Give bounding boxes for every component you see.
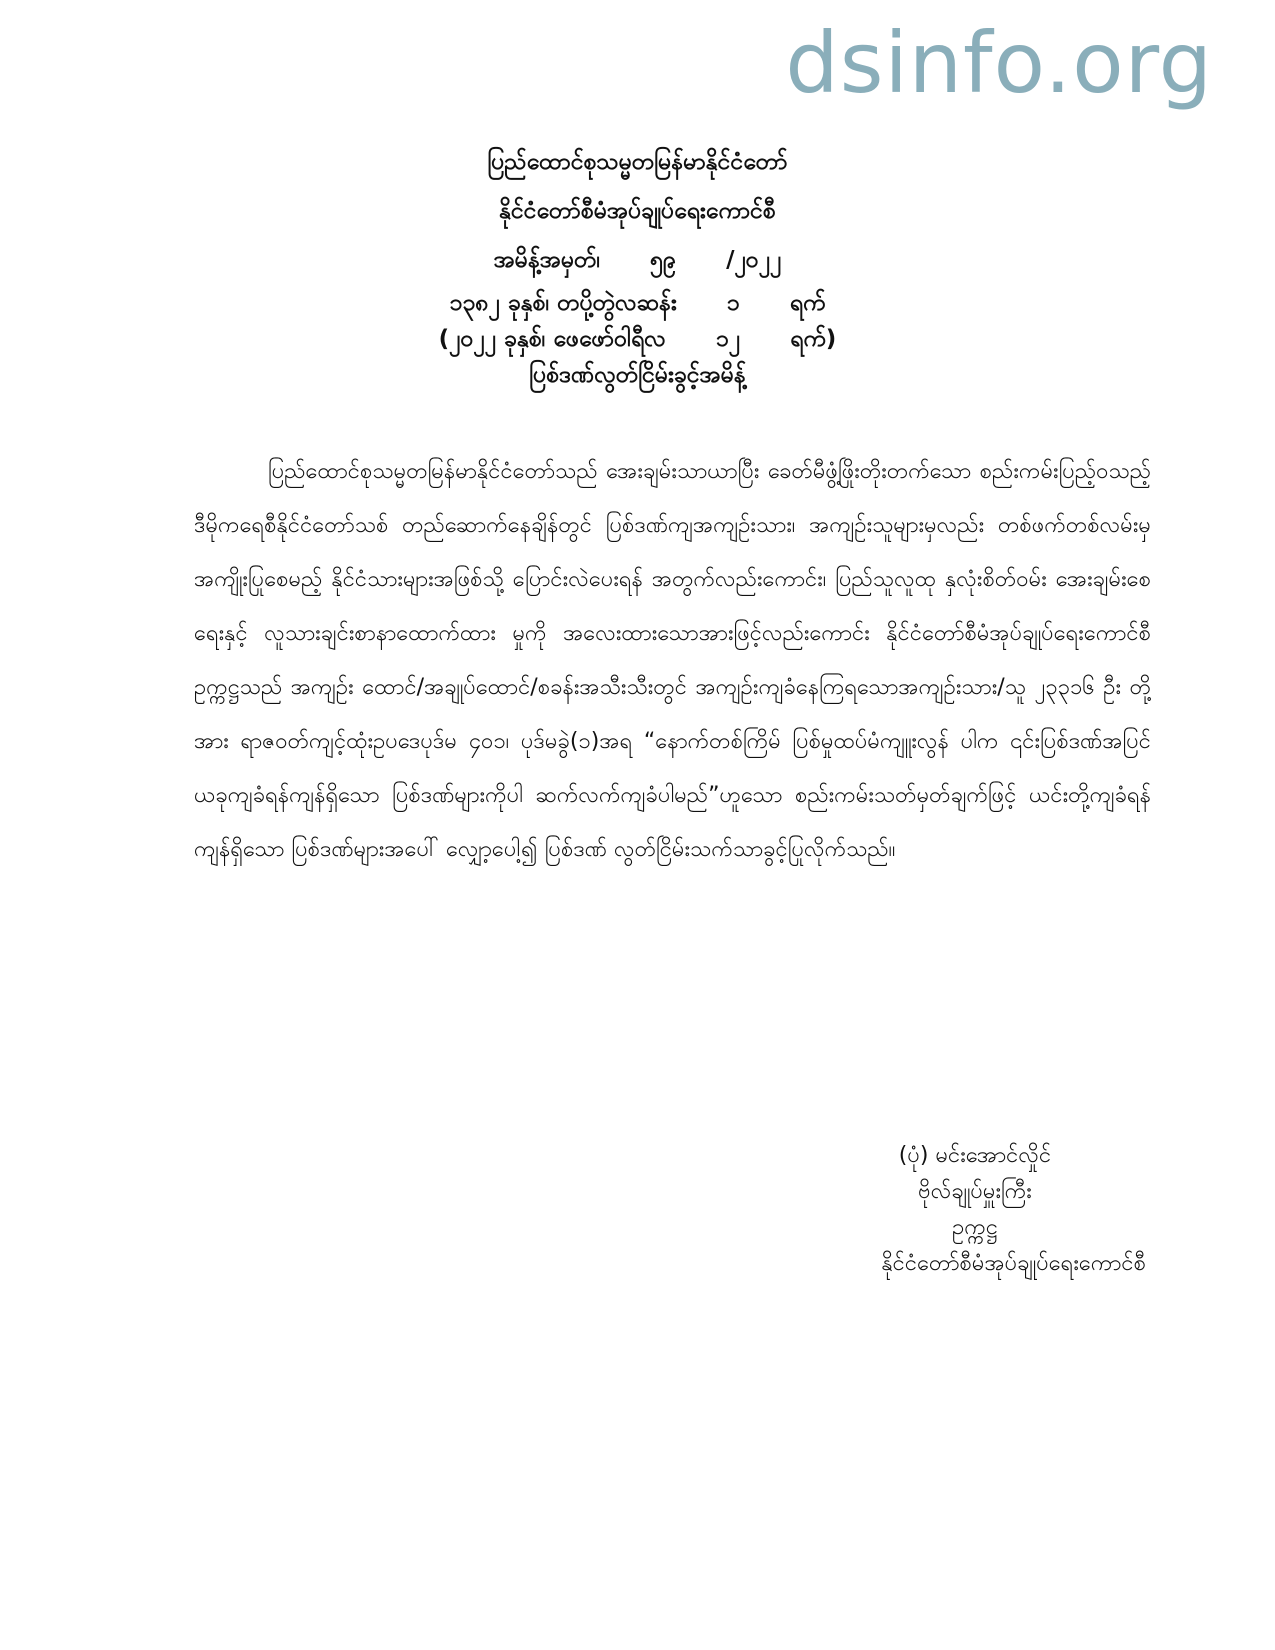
signature-block bbox=[780, 1138, 1170, 1282]
myanmar-date-day: ၁ bbox=[726, 290, 740, 316]
order-subject: ပြစ်ဒဏ်လွတ်ငြိမ်းခွင့်အမိန့် bbox=[529, 362, 746, 388]
order-label: အမိန့်အမှတ်၊ bbox=[493, 247, 601, 273]
order-number: ၅၉ bbox=[650, 247, 677, 273]
document-header bbox=[0, 138, 1275, 393]
watermark: dsinfo.org bbox=[785, 14, 1213, 112]
gregorian-date-suffix: ရက်) bbox=[790, 326, 837, 352]
order-body-paragraph: ပြည်ထောင်စုသမ္မတမြန်မာနိုင်ငံတော်သည် အေးချမ်းသာယာပြီး ခေတ်မီဖွံ့ဖြိုးတိုးတက်သော စည်းကမ်းပြည့်ဝသည့် ဒီမိုကရေစီနိုင်ငံတော်သစ် တည်ဆောက်နေချိန်တွင် ပြစ်ဒဏ်ကျအကျဉ်းသား၊ အကျဉ်းသူများမှလည်း တစ်ဖက်တစ်လမ်းမှ အကျိုးပြုစေမည့် နိုင်ငံသားများအဖြစ်သို့ ပြောင်းလဲပေးရန် အတွက်လည်းကောင်း၊ ပြည်သူလူထု နှလုံးစိတ်ဝမ်း အေးချမ်းစေရေးနှင့် လူသားချင်းစာနာထောက်ထား မှုကို အလေးထားသောအားဖြင့်လည်းကောင်း နိုင်ငံတော်စီမံအုပ်ချုပ်ရေးကောင်စီဥက္ကဋ္ဌသည် အကျဉ်း ထောင်/အချုပ်ထောင်/စခန်းအသီးသီးတွင် အကျဉ်းကျခံနေကြရသောအကျဉ်းသား/သူ ၂၃၃၁၆ ဦး တို့အား ရာဇဝတ်ကျင့်ထုံးဥပဒေပုဒ်မ ၄၀၁၊ ပုဒ်မခွဲ(၁)အရ “နောက်တစ်ကြိမ် ပြစ်မှုထပ်မံကျူးလွန် ပါက ၎င်းပြစ်ဒဏ်အပြင် ယခုကျခံရန်ကျန်ရှိသော ပြစ်ဒဏ်များကိုပါ ဆက်လက်ကျခံပါမည်”ဟူသော စည်းကမ်းသတ်မှတ်ချက်ဖြင့် ယင်းတို့ကျခံရန် ကျန်ရှိသော ပြစ်ဒဏ်များအပေါ် လျှော့ပေါ့၍ ပြစ်ဒဏ် လွတ်ငြိမ်းသက်သာခွင့်ပြုလိုက်သည်။ bbox=[194, 459, 1151, 862]
gregorian-date-line bbox=[0, 321, 1275, 357]
myanmar-date-line bbox=[0, 285, 1275, 321]
signatory-rank: ဗိုလ်ချုပ်မှူးကြီး bbox=[918, 1179, 1032, 1204]
country-name: ပြည်ထောင်စုသမ္မတမြန်မာနိုင်ငံတော် bbox=[487, 149, 788, 175]
myanmar-date-suffix: ရက် bbox=[789, 290, 826, 316]
council-name: နိုင်ငံတော်စီမံအုပ်ချုပ်ရေးကောင်စီ bbox=[499, 198, 776, 224]
order-number-line bbox=[0, 236, 1275, 285]
order-year: /၂၀၂၂ bbox=[726, 247, 782, 273]
gregorian-date-prefix: (၂၀၂၂ ခုနှစ်၊ ဖေဖော်ဝါရီလ bbox=[438, 326, 666, 352]
myanmar-date-prefix: ၁၃၈၂ ခုနှစ်၊ တပို့တွဲလဆန်း bbox=[449, 290, 677, 316]
signatory-organization: နိုင်ငံတော်စီမံအုပ်ချုပ်ရေးကောင်စီ bbox=[881, 1251, 1146, 1276]
signatory-name: (ပုံ) မင်းအောင်လှိုင် bbox=[898, 1143, 1052, 1168]
gregorian-date-day: ၁၂ bbox=[715, 326, 741, 352]
signatory-title: ဥက္ကဋ္ဌ bbox=[952, 1215, 998, 1240]
